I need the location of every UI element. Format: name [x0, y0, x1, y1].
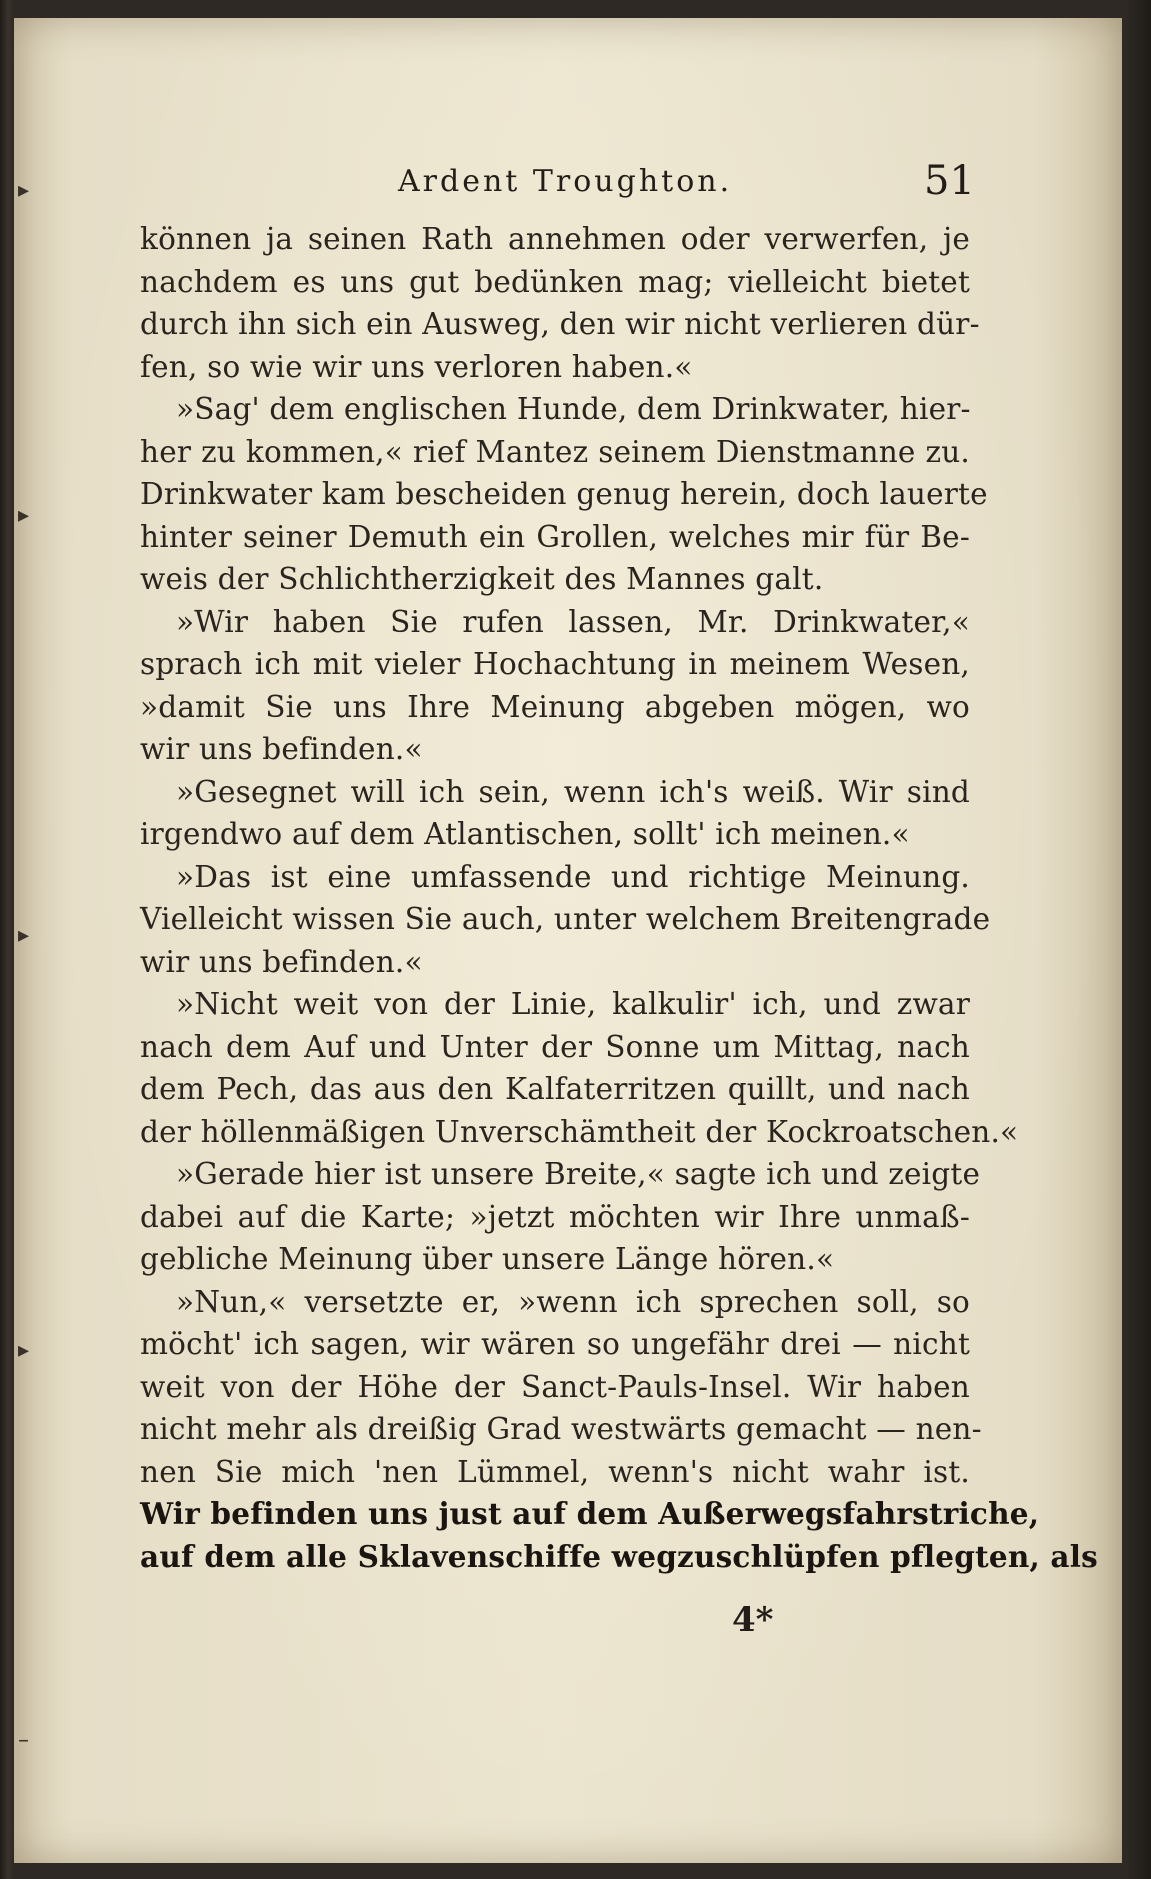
book-page [14, 18, 1122, 1863]
text-line: Wir befinden uns just auf dem Außerwegsfahrstriche, [140, 1496, 1040, 1531]
text-line: sprach ich mit vieler Hochachtung in meinem Wesen, [140, 647, 970, 681]
text-line: wir uns befinden.« [140, 944, 423, 979]
text-line: Vielleicht wissen Sie auch, unter welchem Breitengrade [140, 902, 991, 936]
text-line: »Nicht weit von der Linie, kalkulir' ich, und zwar [176, 987, 970, 1021]
text-line: fen, so wie wir uns verloren haben.« [140, 349, 693, 384]
text-line: Drinkwater kam bescheiden genug herein, doch lauerte [140, 477, 988, 511]
text-line: können ja seinen Rath annehmen oder verwerfen, je [140, 222, 970, 256]
text-line: auf dem alle Sklavenschiffe wegzuschlüpfen pflegten, als [140, 1538, 1098, 1574]
text-line: weis der Schlichtherzigkeit des Mannes galt. [140, 562, 824, 596]
gutter-tick-icon: – [18, 1728, 29, 1753]
body-text [140, 218, 1098, 1578]
text-line: möcht' ich sagen, wir wären so ungefähr drei — nicht [140, 1327, 970, 1361]
page-number: 51 [924, 158, 975, 204]
text-line: nicht mehr als dreißig Grad westwärts gemacht — nen- [140, 1412, 982, 1446]
text-line: nachdem es uns gut bedünken mag; vielleicht bietet [140, 264, 970, 299]
gutter-marks [14, 18, 54, 1863]
text-line: durch ihn sich ein Ausweg, den wir nicht verlieren dür- [140, 307, 980, 341]
text-line: »Nun,« versetzte er, »wenn ich sprechen soll, so [176, 1284, 970, 1319]
text-line: gebliche Meinung über unsere Länge hören.« [140, 1242, 835, 1276]
text-line: nen Sie mich 'nen Lümmel, wenn's nicht wahr ist. [140, 1454, 970, 1489]
text-line: »Gerade hier ist unsere Breite,« sagte ich und zeigte [176, 1157, 981, 1191]
text-line: irgendwo auf dem Atlantischen, sollt' ich meinen.« [140, 817, 910, 851]
gutter-tick-icon: ▸ [18, 1338, 30, 1363]
text-line: wir uns befinden.« [140, 732, 423, 766]
signature-mark: 4* [732, 1600, 774, 1640]
text-line: dem Pech, das aus den Kalfaterritzen quillt, und nach [140, 1072, 970, 1106]
text-line: nach dem Auf und Unter der Sonne um Mittag, nach [140, 1029, 970, 1064]
text-line: her zu kommen,« rief Mantez seinem Dienstmanne zu. [140, 434, 970, 469]
gutter-tick-icon: ▸ [18, 503, 30, 528]
text-line: »Das ist eine umfassende und richtige Meinung. [176, 859, 970, 894]
text-line: der höllenmäßigen Unverschämtheit der Kockroatschen.« [140, 1114, 1019, 1149]
page-header [14, 158, 1122, 208]
text-line: »Wir haben Sie rufen lassen, Mr. Drinkwater,« [176, 604, 970, 639]
text-line: hinter seiner Demuth ein Grollen, welches mir für Be- [140, 519, 970, 554]
text-line: »Gesegnet will ich sein, wenn ich's weiß. Wir sind [176, 774, 970, 809]
gutter-tick-icon: ▸ [18, 178, 30, 203]
running-title: Ardent Troughton. [398, 164, 733, 199]
gutter-tick-icon: ▸ [18, 923, 30, 948]
text-line: dabei auf die Karte; »jetzt möchten wir Ihre unmaß- [140, 1199, 970, 1234]
text-line: »damit Sie uns Ihre Meinung abgeben mögen, wo [140, 689, 970, 724]
text-line: »Sag' dem englischen Hunde, dem Drinkwater, hier- [176, 392, 971, 426]
text-line: weit von der Höhe der Sanct-Pauls-Insel. Wir haben [140, 1369, 970, 1404]
